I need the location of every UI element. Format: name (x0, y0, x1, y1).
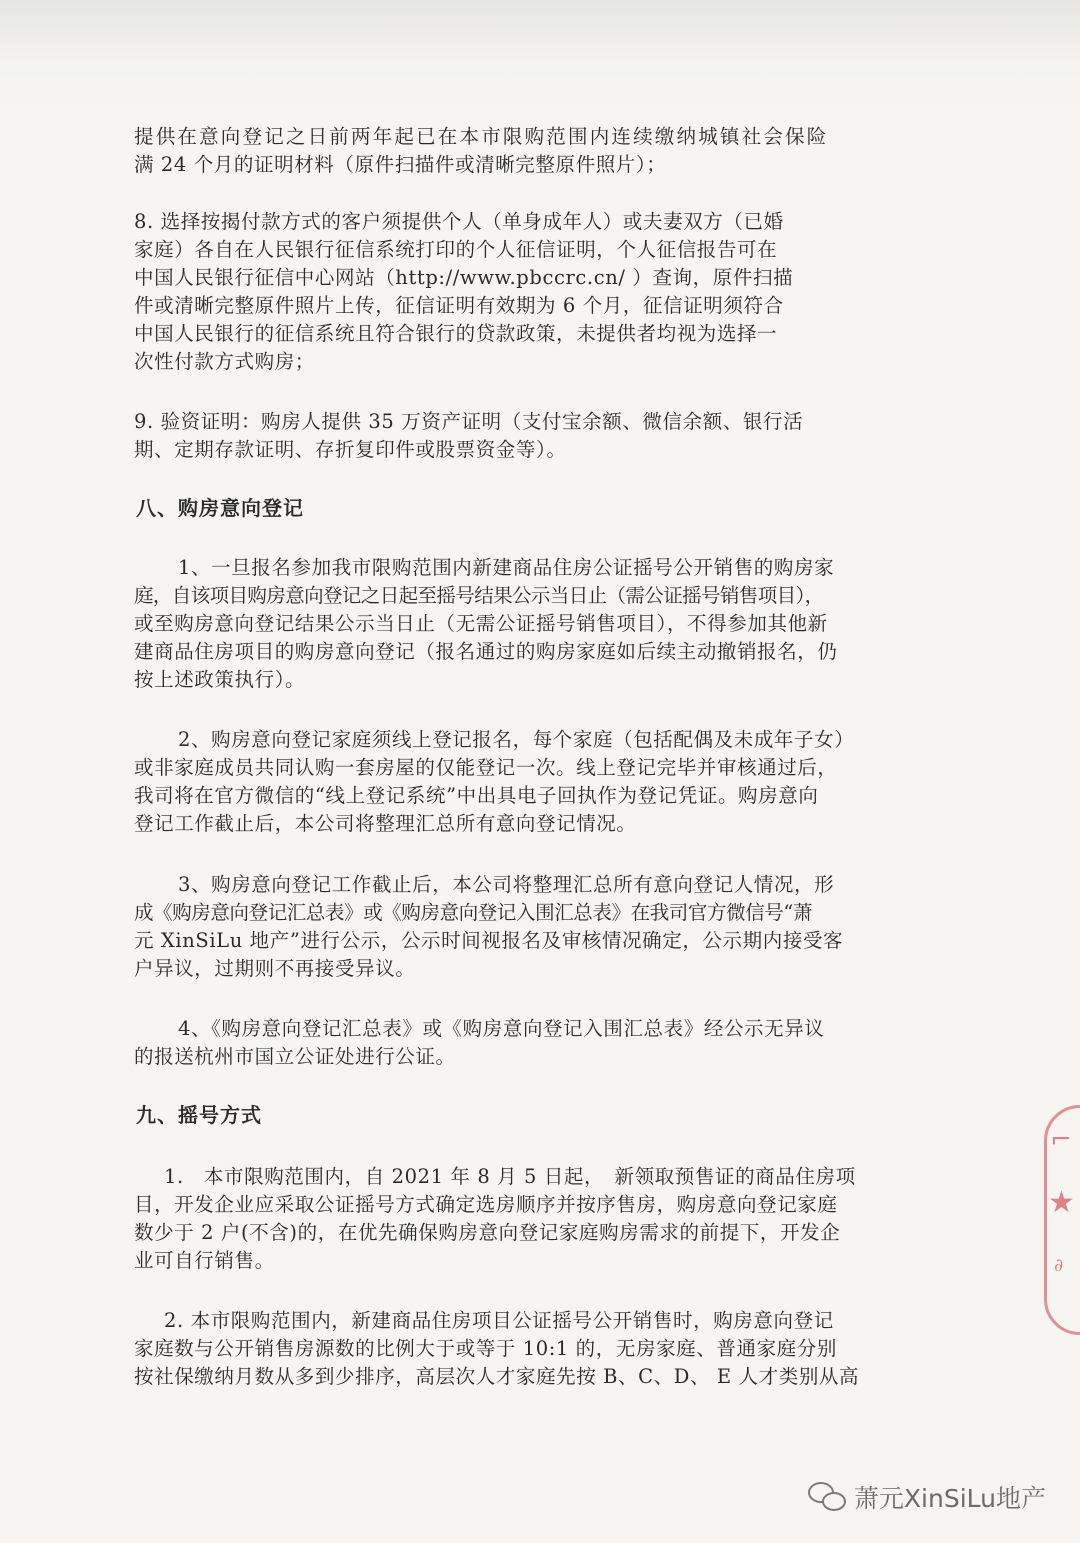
text-line: 1、一旦报名参加我市限购范围内新建商品住房公证摇号公开销售的购房家 (178, 556, 835, 579)
text-line: 数少于 2 户(不含)的，在优先确保购房意向登记家庭购房需求的前提下，开发企 (134, 1221, 841, 1244)
paragraph-social-security (134, 123, 914, 179)
seal-mark: ∂ (1054, 1255, 1064, 1276)
official-seal-stamp (1044, 1105, 1080, 1335)
text-line: 满 24 个月的证明材料（原件扫描件或清晰完整原件照片）； (134, 153, 667, 176)
section-8-item-3 (134, 871, 914, 983)
text-line: 家庭数与公开销售房源数的比例大于或等于 10:1 的，无房家庭、普通家庭分别 (134, 1337, 837, 1360)
section-9-item-1 (134, 1163, 914, 1275)
text-line: 中国人民银行的征信系统且符合银行的贷款政策，未提供者均视为选择一 (134, 322, 778, 345)
text-line: 8. 选择按揭付款方式的客户须提供个人（单身成年人）或夫妻双方（已婚 (134, 210, 784, 233)
section-heading-registration: 八、购房意向登记 (136, 496, 304, 520)
text-line: 按上述政策执行）。 (134, 668, 306, 691)
text-line: 2. 本市限购范围内，新建商品住房项目公证摇号公开销售时，购房意向登记 (164, 1309, 834, 1332)
section-8-item-4 (134, 1015, 914, 1071)
text-line: 期、定期存款证明、存折复印件或股票资金等）。 (134, 438, 567, 461)
text-line: 的报送杭州市国立公证处进行公证。 (134, 1045, 456, 1068)
text-line: 登记工作截止后，本公司将整理汇总所有意向登记情况。 (134, 812, 637, 835)
text-line: 庭，自该项目购房意向登记之日起至摇号结果公示当日止（需公证摇号销售项目）， (134, 584, 824, 607)
text-line: 3、购房意向登记工作截止后，本公司将整理汇总所有意向登记人情况，形 (178, 873, 835, 896)
text-line: 件或清晰完整原件照片上传，征信证明有效期为 6 个月，征信证明须符合 (134, 294, 784, 317)
text-line: 我司将在官方微信的“线上登记系统”中出具电子回执作为登记凭证。购房意向 (134, 784, 819, 807)
text-line: 2、购房意向登记家庭须线上登记报名，每个家庭（包括配偶及未成年子女） (178, 728, 855, 751)
text-line: 户异议，过期则不再接受异议。 (134, 957, 416, 980)
text-line: 提供在意向登记之日前两年起已在本市限购范围内连续缴纳城镇社会保险 (134, 125, 829, 148)
text-line: 或至购房意向登记结果公示当日止（无需公证摇号销售项目），不得参加其他新 (134, 612, 828, 635)
text-line: 中国人民银行征信中心网站（http://www.pbccrc.cn/ ）查询，原件扫描 (134, 266, 794, 289)
text-line: 家庭）各自在人民银行征信系统打印的个人征信证明，个人征信报告可在 (134, 238, 778, 261)
text-line: 9. 验资证明：购房人提供 35 万资产证明（支付宝余额、微信余额、银行活 (134, 410, 804, 433)
text-line: 按社保缴纳月数从多到少排序，高层次人才家庭先按 B、C、D、 E 人才类别从高 (134, 1365, 860, 1388)
paragraph-item-9 (134, 408, 914, 464)
wechat-watermark (808, 1477, 1046, 1517)
text-line: 4、《购房意向登记汇总表》或《购房意向登记入围汇总表》经公示无异议 (178, 1017, 825, 1040)
text-line: 建商品住房项目的购房意向登记（报名通过的购房家庭如后续主动撤销报名，仍 (134, 640, 838, 663)
text-line: 元 XinSiLu 地产”进行公示，公示时间视报名及审核情况确定，公示期内接受客 (134, 929, 844, 952)
section-heading-lottery: 九、摇号方式 (136, 1103, 262, 1127)
seal-star-icon: ★ (1048, 1185, 1075, 1220)
wechat-icon (808, 1480, 848, 1514)
text-line: 成《购房意向登记汇总表》或《购房意向登记入围汇总表》在我司官方微信号“萧 (134, 901, 813, 924)
section-8-item-2 (134, 726, 914, 838)
section-8-item-1 (134, 554, 914, 694)
text-line: 次性付款方式购房； (134, 350, 315, 373)
text-line: 1. 本市限购范围内，自 2021 年 8 月 5 日起， 新领取预售证的商品住房项 (164, 1165, 856, 1188)
watermark-text: 萧元XinSiLu地产 (853, 1484, 1046, 1513)
text-line: 目，开发企业应采取公证摇号方式确定选房顺序并按序售房，购房意向登记家庭 (134, 1193, 838, 1216)
section-9-item-2 (134, 1307, 914, 1391)
seal-mark: ⌐ (1050, 1125, 1072, 1155)
text-line: 或非家庭成员共同认购一套房屋的仅能登记一次。线上登记完毕并审核通过后， (134, 756, 838, 779)
paragraph-item-8 (134, 208, 914, 376)
text-line: 业可自行销售。 (134, 1249, 275, 1272)
